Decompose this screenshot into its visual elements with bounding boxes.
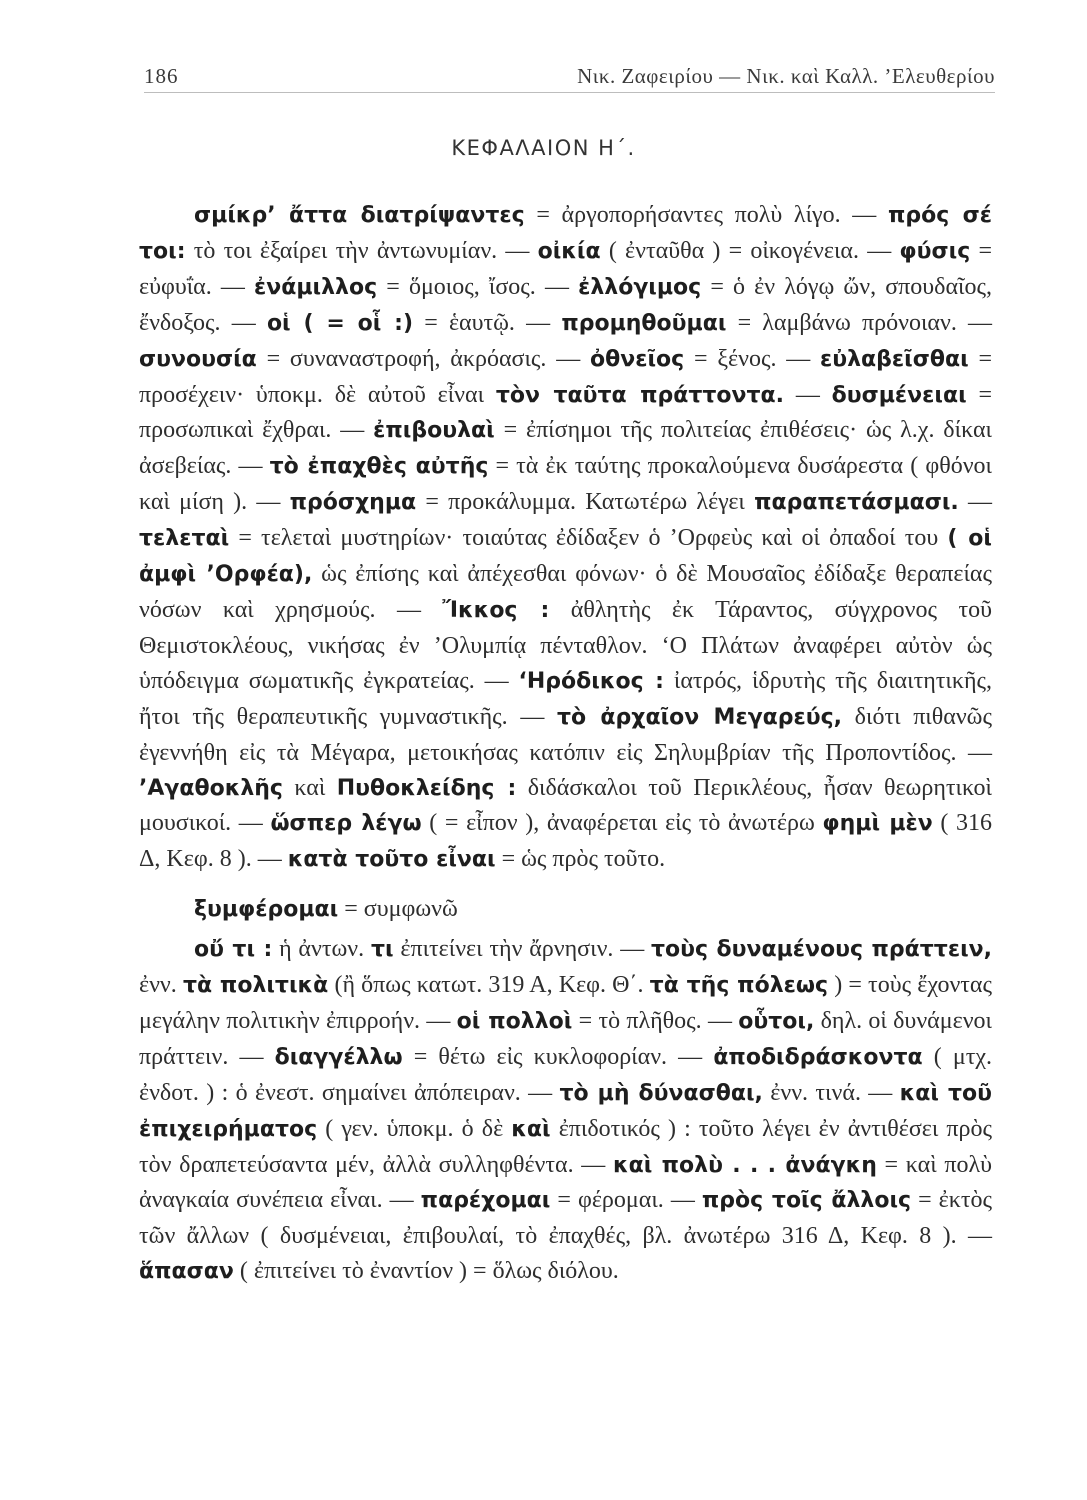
lemma-term: κατὰ τοῦτο εἶναι (287, 847, 496, 873)
gloss-text: = τὸ πλῆθος. — (572, 1007, 739, 1034)
lemma-term: πρός σέ τοι: (139, 203, 993, 264)
lemma-term: τι (370, 937, 394, 963)
page-number: 186 (144, 64, 179, 88)
gloss-text: ἐνν. τινά. — (762, 1079, 900, 1106)
lemma-term: τὰ πολιτικὰ (182, 973, 329, 999)
commentary-body (139, 198, 992, 1290)
paragraph (139, 932, 992, 1290)
lemma-term: καὶ τοῦ ἐπιχειρήματος (139, 1080, 992, 1142)
lemma-term: τὰ τῆς πόλεως (649, 973, 829, 999)
gloss-text: διότι πιθανῶς ἐγεννήθη εἰς τὰ Μέγαρα, μετοικήσας κατόπιν εἰς Σηλυμβρίαν τῆς Προποντίδος. — (139, 703, 992, 766)
lemma-term: καὶ πολὺ . . . ἀνάγκη (612, 1152, 877, 1178)
gloss-text: = συμφωνῶ (338, 896, 458, 923)
lemma-term: ἐπιβουλαὶ (373, 418, 495, 444)
lemma-term: πρόσχημα (289, 490, 417, 516)
lemma-term: ἐλλόγιμος (578, 274, 702, 300)
gloss-text: ( = εἶπον ), ἀναφέρεται εἰς τὸ ἀνωτέρω (421, 810, 823, 837)
lemma-term: Ἴκκος : (442, 597, 550, 623)
gloss-text: ( ἐνταῦθα ) = οἰκογένεια. — (600, 237, 900, 264)
gloss-text: καὶ (282, 774, 337, 801)
gloss-text: ἡ ἀντων. (272, 936, 371, 963)
lemma-term: ’Αγαθοκλῆς (139, 775, 283, 801)
lemma-term: ἅπασαν (139, 1259, 234, 1285)
lemma-term: οὔ τι : (194, 937, 273, 963)
lemma-term: διαγγέλλω (274, 1044, 403, 1070)
gloss-text: = τὰ ἐκ ταύτης προκαλούμενα δυσάρεστα ( φθόνοι καὶ μίση ). — (139, 453, 993, 516)
gloss-text: ( 316 Δ, Κεφ. 8 ). — (139, 810, 992, 873)
gloss-text: — (784, 381, 832, 408)
gloss-text: = φέρομαι. — (550, 1187, 702, 1214)
gloss-text: (ἢ ὅπως κατωτ. 319 Α, Κεφ. Θ΄. (328, 972, 650, 999)
lemma-term: τὸ μὴ δύνασθαι, (559, 1080, 763, 1106)
gloss-text: = συναναστροφή, ἀκρόασις. — (256, 345, 591, 372)
lemma-term: παραπετάσμασι. (754, 490, 959, 516)
running-head-authors: Νικ. Ζαφειρίου — Νικ. καὶ Καλλ. ’Ελευθερίου (577, 64, 995, 88)
lemma-term: ξυμφέρομαι (194, 897, 339, 923)
gloss-text: = καὶ πολὺ ἀναγκαία συνέπεια εἶναι. — (139, 1151, 992, 1214)
lemma-term: εὐλαβεῖσθαι (820, 346, 969, 372)
paragraph (139, 892, 992, 928)
gloss-text: = ξένος. — (684, 345, 821, 372)
gloss-text: ( γεν. ὑποκμ. ὁ δὲ (317, 1115, 512, 1142)
gloss-text: ) = τοὺς ἔχοντας μεγάλην πολιτικὴν ἐπιρροήν. — (139, 972, 993, 1034)
gloss-text: = ἑαυτῷ. — (413, 309, 562, 336)
lemma-term: τὸν ταῦτα πράττοντα. (495, 382, 785, 408)
lemma-term: τὸ ἀρχαῖον Μεγαρεύς, (556, 704, 843, 730)
lemma-term: Πυθοκλείδης : (336, 775, 517, 801)
lemma-term: τελεταὶ (139, 526, 230, 552)
gloss-text: δηλ. οἱ δυνάμενοι πράττειν. — (139, 1007, 992, 1070)
lemma-term: οὗτοι, (738, 1008, 815, 1034)
gloss-text: = προκάλυμμα. Κατωτέρω λέγει (416, 489, 755, 516)
running-head (144, 62, 995, 93)
gloss-text: ἀθλητὴς ἐκ Τάραντος, σύγχρονος τοῦ Θεμιστοκλέους, νικήσας ἐν ’Ολυμπίᾳ πένταθλον. ‘Ο Πλάτων ἀναφέρει αὐτὸν ὡς ὑπόδειγμα σωματικῆς ἐγκρατείας. — (139, 596, 992, 694)
lemma-term: φημὶ μὲν (822, 811, 933, 837)
gloss-text: = προσέχειν· ὑποκμ. δὲ αὐτοῦ εἶναι (139, 345, 992, 408)
lemma-term: καὶ (511, 1116, 551, 1142)
gloss-text: = τελεταὶ μυστηρίων· τοιαύτας ἐδίδαξεν ὁ ’Ορφεὺς καὶ οἱ ὀπαδοί του (229, 525, 948, 552)
gloss-text: ἐνν. (139, 972, 183, 999)
gloss-text: διδάσκαλοι τοῦ Περικλέους, ἦσαν θεωρητικοὶ μουσικοί. — (139, 774, 992, 837)
lemma-term: ὥσπερ λέγω (270, 811, 422, 837)
gloss-text: = λαμβάνω πρόνοιαν. — (726, 309, 993, 336)
lemma-term: παρέχομαι (420, 1188, 551, 1214)
gloss-text: = ὅμοιος, ἴσος. — (377, 273, 579, 300)
lemma-term: οἰκία (537, 238, 601, 264)
gloss-text: ( ἐπιτείνει τὸ ἐναντίον ) = ὅλως διόλου. (233, 1258, 619, 1285)
lemma-term: φύσις (899, 238, 971, 264)
gloss-text: = εὐφυΐα. — (139, 237, 992, 300)
gloss-text: = ἐπίσημοι τῆς πολιτείας ἐπιθέσεις· ὡς λ.χ. δίκαι ἀσεβείας. — (139, 417, 992, 480)
lemma-term: οἱ πολλοὶ (456, 1008, 573, 1034)
lemma-term: ἐνάμιλλος (254, 274, 378, 300)
lemma-term: ( οἱ ἀμφὶ ’Ορφέα), (139, 526, 992, 588)
lemma-term: οἱ ( = οἷ :) (266, 310, 414, 336)
lemma-term: ἀποδιδράσκοντα (713, 1044, 923, 1070)
lemma-term: τὸ ἐπαχθὲς αὐτῆς (269, 454, 489, 480)
chapter-title: ΚΕΦΑΛΑΙΟΝ Η΄. (451, 136, 636, 160)
gloss-text: = ἐκτὸς τῶν ἄλλων ( δυσμένειαι, ἐπιβουλαί, τὸ ἐπαχθές, βλ. ἀνωτέρω 316 Δ, Κεφ. 8 ). — (139, 1187, 993, 1250)
lemma-term: προμηθοῦμαι (561, 310, 727, 336)
gloss-text: ἐπιδοτικός ) : τοῦτο λέγει ἐν ἀντιθέσει πρὸς τὸν δραπετεύσαντα μέν, ἀλλὰ συλληφθέντα. — (139, 1115, 993, 1178)
gloss-text: = προσωπικαὶ ἔχθραι. — (139, 381, 992, 444)
lemma-term: τοὺς δυναμένους πράττειν, (651, 937, 992, 963)
gloss-text: = ὁ ἐν λόγῳ ὤν, σπουδαῖος, ἔνδοξος. — (139, 273, 993, 336)
gloss-text: ἐπιτείνει τὴν ἄρνησιν. — (393, 936, 652, 963)
paragraph (139, 198, 992, 878)
gloss-text: ( μτχ. ἐνδοτ. ) : ὁ ἐνεστ. σημαίνει ἀπόπειραν. — (139, 1043, 993, 1106)
lemma-term: σμίκρ’ ἄττα διατρίψαντες (194, 203, 525, 228)
lemma-term: πρὸς τοῖς ἄλλοις (701, 1188, 912, 1214)
gloss-text: — (958, 489, 992, 516)
gloss-text: = ὡς πρὸς τοῦτο. (495, 846, 666, 873)
lemma-term: ‘Ηρόδικος : (518, 668, 664, 694)
gloss-text: τὸ τοι ἐξαίρει τὴν ἀντωνυμίαν. — (185, 237, 538, 264)
lemma-term: συνουσία (139, 346, 257, 372)
gloss-text: ὡς ἐπίσης καὶ ἀπέχεσθαι φόνων· ὁ δὲ Μουσαῖος ἐδίδαξε θεραπείας νόσων καὶ χρησμούς. — (139, 561, 992, 623)
gloss-text: = ἀργοπορήσαντες πολὺ λίγο. — (524, 202, 888, 228)
lemma-term: δυσμένειαι (831, 382, 967, 408)
lemma-term: ὀθνεῖος (590, 346, 685, 372)
gloss-text: = θέτω εἰς κυκλοφορίαν. — (402, 1043, 714, 1070)
gloss-text: ἰατρός, ἱδρυτὴς τῆς διαιτητικῆς, ἤτοι τῆς θεραπευτικῆς γυμναστικῆς. — (139, 667, 993, 730)
